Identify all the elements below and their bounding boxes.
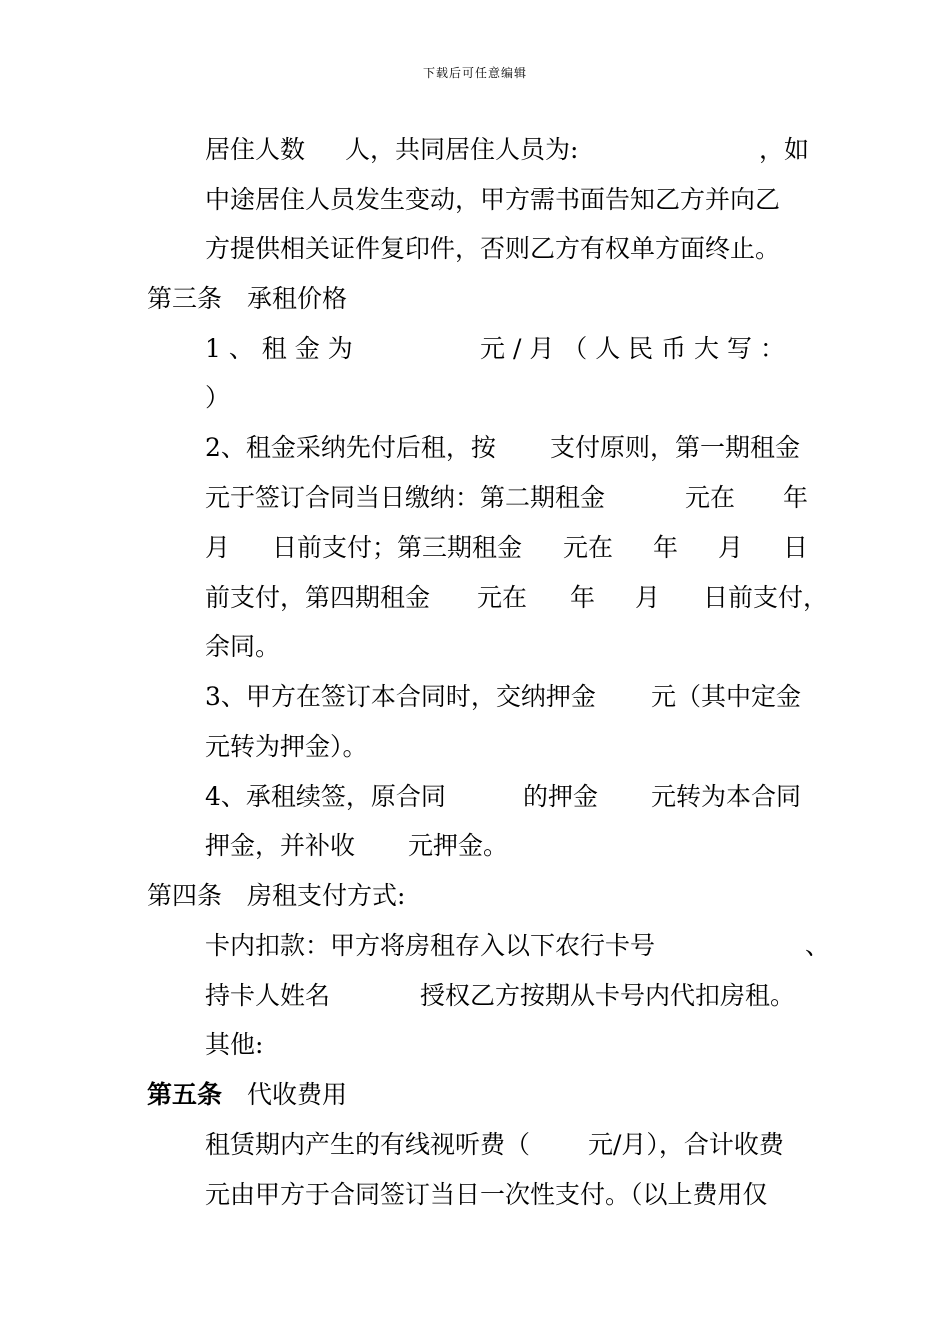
text-fragment: 前支付，第四期租金	[205, 583, 431, 612]
text-fragment: 年	[570, 583, 596, 612]
text-fragment: 日	[783, 533, 809, 562]
section-title: 房租支付方式:	[247, 881, 406, 910]
text-fragment: 授权乙方按期从卡号内代扣房租。	[420, 981, 796, 1010]
text-fragment: 元在	[563, 533, 614, 562]
text-fragment: 、	[805, 931, 831, 960]
text-fragment: 元 / 月 （ 人 民 币 大 写 ：	[480, 334, 785, 363]
text-fragment: 租赁期内产生的有线视听费（	[205, 1130, 531, 1159]
text-fragment: 年	[783, 483, 809, 512]
text-fragment: 元在	[685, 483, 736, 512]
text-line: 元由甲方于合同签订当日一次性支付。（以上费用仅	[205, 1180, 768, 1209]
text-fragment: 押金，并补收	[205, 831, 356, 860]
text-fragment: 元在	[477, 583, 528, 612]
text-line: 方提供相关证件复印件，否则乙方有权单方面终止。	[205, 234, 781, 263]
text-fragment: 卡内扣款：甲方将房租存入以下农行卡号	[205, 931, 656, 960]
section-number: 第五条	[147, 1080, 223, 1109]
text-line: ）	[205, 383, 231, 412]
text-fragment: 人，共同居住人员为:	[345, 135, 579, 164]
text-fragment: 3、甲方在签订本合同时，交纳押金	[205, 682, 596, 711]
section-title: 代收费用	[247, 1080, 348, 1109]
text-fragment: 元押金。	[408, 831, 509, 860]
text-line: 中途居住人员发生变动，甲方需书面告知乙方并向乙	[205, 185, 781, 214]
text-fragment: ，如	[759, 135, 810, 164]
text-fragment: 4、承租续签，原合同	[205, 782, 446, 811]
text-fragment: 持卡人姓名	[205, 981, 331, 1010]
text-fragment: 1 、 租 金 为	[205, 334, 353, 363]
text-line: 元转为押金）。	[205, 732, 368, 761]
text-fragment: 元于签订合同当日缴纳：第二期租金	[205, 483, 606, 512]
section-title: 承租价格	[247, 284, 348, 313]
text-fragment: 月	[718, 533, 744, 562]
section-number: 第三条	[147, 284, 223, 313]
text-fragment: 支付原则，第一期租金	[550, 433, 801, 462]
text-line: 余同。	[205, 632, 281, 661]
text-fragment: 的押金	[523, 782, 599, 811]
text-fragment: 元/月），合计收费	[588, 1130, 784, 1159]
section-number: 第四条	[147, 881, 223, 910]
text-fragment: 日前支付，	[703, 583, 829, 612]
page-header: 下载后可任意编辑	[422, 66, 527, 80]
text-fragment: 月	[205, 533, 231, 562]
text-fragment: 月	[635, 583, 661, 612]
text-fragment: 元转为本合同	[651, 782, 802, 811]
text-fragment: 居住人数	[205, 135, 306, 164]
text-fragment: 2、租金采纳先付后租，按	[205, 433, 496, 462]
text-fragment: 年	[653, 533, 679, 562]
section-heading	[147, 1080, 348, 1200]
text-line: 其他:	[205, 1030, 264, 1059]
text-fragment: 日前支付；第三期租金	[272, 533, 523, 562]
text-fragment: 元（其中定金	[651, 682, 802, 711]
